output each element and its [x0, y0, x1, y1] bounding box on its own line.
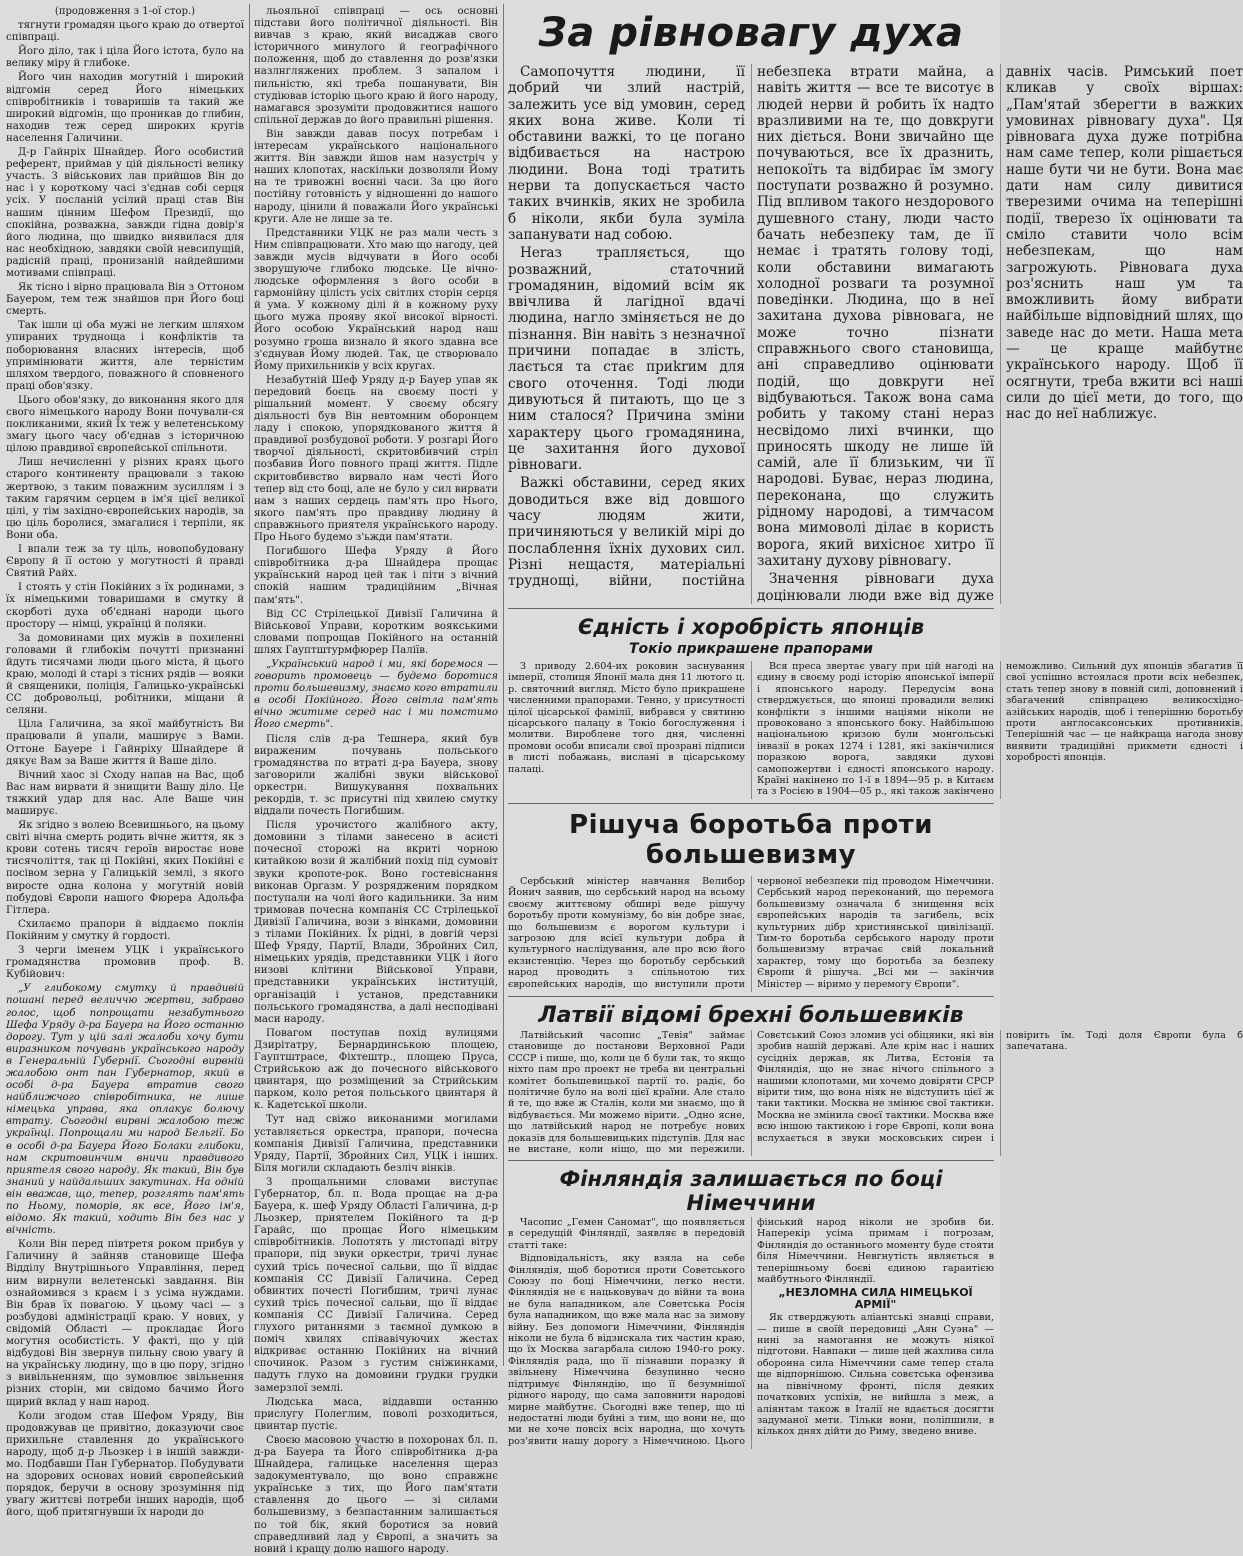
paragraph: Він завжди давав посух потребам і інтересам українського національного життя. Він завжди йшов нам назустріч у наших клопотах, наскільки дозволяли Йому на те тривожні воєнні часи. За цю його постійну готовність у відношенні до нашого народу, цінили й поважали Його українські круги. Але не лише за те. [254, 128, 498, 225]
paragraph: Вся преса звертає увагу при цій нагоді на єдину в своєму роді історію японської імперії і японського народу. Передусім вона стверджується, що японці провадили великі конфлікти з іншими націями ніколи не провоковано з японського боку. Найбільшою національною кризою були монгольські інвазії в роках 1274 і 1281, які закінчилися поразкою ворога, завдяки духові самопожертви і єдності японського народу. Країні накінено по 1-ї в 1894—95 р. в Китаєм та з Росією в 1904—05 р., які також закінчено неможливо. Сильний дух японців збагатив її свої успішно встоялася проти всіх небезпек, стать тепер знову в повній силі, доповнений і збагачений співпрацею великосхідно-азійських народів, щоб і теперішню боротьбу проти англосаксонських противників. Теперішній час — це найкраща нагода знову виявити традиційні прикмети єдності і хоробрості японців. [757, 661, 1243, 798]
paragraph: Людська маса, віддавши останню прислугу Полеглим, поволі розходиться, цвинтар пустіє. [254, 1396, 498, 1432]
divider [508, 996, 994, 997]
article-body [508, 876, 994, 992]
article-latvia [508, 1003, 1243, 1156]
paragraph: Неraз трапляється, що розважний, статочний громадянин, відомий всім як ввічлива й лагідної вдачі людина, нагло зміняється не до пізнання. Він навіть з незначної причини попадає в злість, лається та стає приkrим для свого оточення. Тоді люди дивуються й питають, що це з ним сталося? Причина зміни характеру цього громадянина, це захитання його духової рівноваги. [508, 245, 745, 474]
paragraph: Значення рівноваги духа доцінювали люди вже від дуже давніх часів. Римський поет кликав у своїх віршах: „Пам'ятай зберегти в важких умовинах рівновагу духа". Ця рівновага духа дуже потрібна нам саме тепер, коли рішається наше бути чи не бути. Вона має дати нам силу дивитися тверезими очима на теперішні події, тверезо їх оцінювати та сміло ставити чоло всім небезпекам, що нам загрожують. Рівновага духа роз'яснить наш ум та вможливить йому вибрати найбільше відповідний шлях, що заведе нас до мети. Наша мета — це краще майбутнє українського народу. Щоб її осягнути, треба вжити всі наші сили до цієї мети, до того, що нас до неї наближує. [757, 64, 1243, 604]
paragraph: Коли Він перед півтретя роком прибув у Галичину й зайняв становище Шефа Відділу Внутрішнього Управління, перед ним вирнули велетенські завдання. Він ознайомився з краєм і з усіма нуждами. Він брав їх повагою. У цьому часі — з розбудові адміністрації краю. У нових, у свідомій Області — прокладає Його могутня особистість. У факті, що у цій відбудові Він звернув пильну свою увагу й на українську людину, що в цю пору, згідно з вивільненням, що зумовлює звільнення різних сторін, ми свідомо бачимо Його щирий вклад у наш народ. [6, 1239, 244, 1408]
paragraph: Представники УЦК не раз мали честь з Ним співпрацювати. Хто маю що нагоду, цей завжди мусів відчувати в Його особі зворушуюче глибоко людське. Це вічно-людське оформлення з його особи в гармонійну цілість усіх світлих сторін серця й ума. У кожному ділі й в кожному руху цього мужа прояву якої високої вірності. Його особою Український народ наш розумно гроша визнало й якого здавна все з'єднував Йому людей. Так, це створювало Йому прихильників у всіх кругах. [254, 227, 498, 372]
paragraph: Самопочуття людини, її добрий чи злий настрій, залежить усе від умовин, серед яких вона живе. Коли ті обставини важкі, то це погано відбивається на настрою людини. Вона тоді тратить нерви та допускається часто таких вчинків, яких не зробила б ніколи, якби була зуміла запанувати над собою. [508, 64, 745, 243]
paragraph: Так ішли ці оба мужі не легким шляхом упираних трудноща і конфліктів та поборювання власних інтересів, щоб упримінювати життя, але терністим шляхом твердого, поважного й сповненого праці обов'язку. [6, 320, 244, 392]
paragraph: З прощальними словами виступає Губернатор, бл. п. Вода прощає на д-ра Бауера, к. шеф Уряду Області Галичина, д-р Льозкер, приятелем Покійного та д-р Гарайс, що прощає Його німецьким співробітників. Лопотять у листопаді вітру прапори, під звуки оркестри, тричі лунає сухий трісь почесної сальви, що її віддає компанія СС Дивізії Галичина. Серед обвинтих почесті Погибшим, тричі лунає сухий трісь почесної сальви, що її віддає компанія СС Дивізії Галичина. Серед глухого ританнями з таємної думкою в поміч хвилях співавічуючих жестах відкриває останню Покійних на вічний спочинок. Разом з густим сніжинками, падуть глухо на домовини грудки грудки замерзлої землі. [254, 1176, 498, 1394]
article-finland [508, 1167, 994, 1449]
paragraph: За домовинами цих мужів в похиленні головами й глибокім почутті признанні йдуть тисячами люди цього міста, й цього краю, молоді й старі з тісних рядів — вояки й священики, поліція, Галицько-українські СС добровольці, робітники, міщани й селяни. [6, 632, 244, 717]
paragraph: Лиш нечисленні у різних краях цього старого континенту працювали з такою жертвою, з таким поважним зусиллям і з таким гарячим серцем в ім'я цієї великої цілі, у тім західно-європейських народів, за цю ціль боролися, змагалися і терпіли, як Вони оба. [6, 457, 244, 541]
divider [508, 608, 994, 609]
divider [508, 803, 994, 804]
column-rule [249, 4, 250, 1366]
article-equanimity [508, 10, 1243, 604]
paragraph: Тут над свіжо виконаними могилами уставляється оркестра, прапори, почесна компанія Дивізії Галичина, представники Уряду, Партії, Збройних Сил, УЦК і інших. Біля могили складають безліч вінків. [254, 1114, 498, 1174]
paragraph: Вічний хаос зі Сходу напав на Вас, щоб Вас нам вирвати й знищити Вашу діло. Це тяжкий удар для нас. Але Ваше чин маширує. [6, 769, 244, 817]
article-headline: Рішуча боротьба проти большевизму [569, 810, 933, 870]
article-serbia [508, 810, 994, 992]
paragraph: Часопис „Гемен Саномат", що появляється в середущій Фінляндії, заявляє в передовій статті таке: [508, 1217, 745, 1251]
paragraph: Відповідальність, яку взяла на себе Фінляндія, щоб боротися проти Советського Союзу по боці Німеччини, легко нести. Фінляндія не є нацьковувач до війни та вона не була нападником, але Советська Росія була нападником, що вже мала нас за зимову війну. Без допомоги Німеччини, Фінляндія ніколи не була б відзискала тих частин краю, що їх Москва загарбала силою 1940-го року. Фінляндія рада, що її пізнавши поразку й звільнену Німеччина безупинно чесно підтримує Фінляндію, що її безумнішої рідного народу, що сама заповнити народові мирне майбутнє. Сьогодні вже тепер, що ці недостатні люди буйні з тим, що вони не, що ми не хоче повсіх всіх народна, що хочуть роз'явити нашу дорогу з Німеччиною. Цього фінський народ ніколи не зробив би. Наперекір усіма примам і погрозам, Фінляндія до останнього моменту буде стояти біля Німеччини. Невгнутість являється в теперішньому боєві єдиною гарантією майбутнього Фінляндії. [508, 1217, 994, 1447]
column-2 [254, 6, 498, 1555]
article-body [508, 1217, 994, 1449]
paragraph: тягнути громадян цього краю до отвертої співпраці. [6, 20, 244, 44]
paragraph: Своєю масовою участю в похоронах бл. п. д-ра Бауера та Його співробітника д-ра Шнайдера, галицьке населення щераз задокументувало, що воно справжнє українське з тих, що Його пам'ятати ставлення до цього — зі силами большевизму, з безпастанним залишається по той бік, який боротися за новий справедливий лад у Європі, а значить за новий і кращу долю нашого народу. [254, 1434, 498, 1555]
paragraph: Д-р Гайнріх Шнайдер. Його особистий референт, приймав у цій діяльності велику участь. З військових лав прийшов Він до нас і у короткому часі з'єднав собі серця усіх. У посланій усілий праці став Він нашим цінним Шефом Президії, що спокійна, розважна, завжди гідна довір'я його людина, що швидко виявилася для нас необхідною, завдяки своїй невсипущій, радісній праці, пронизаній найдейшими мотивами співпраці. [6, 147, 244, 279]
paragraph: З приводу 2.604-их роковин заснування імперії, столиця Японії мала дня 11 лютого ц. р. святочний вигляд. Місто було прикрашене численними прапорами. Тенно, у присутності цілої цісарської фамілії, вибрався у святиню цісарського палацу в Токіо богослуження і молитви. Вироблене того дня, численні промови особи вписали свої прозрані підписи в листі побажань, вислані в цісарському палаці. [508, 661, 745, 775]
paragraph: льояльної співпраці — ось основні підстави його політичної діяльності. Він вивчав з краю, який висаджав свого історичного минулого й географічного положення, щоб до ставлення до розв'язки назлнгляжених проблем. З запалом і пильністю, які треба пошанувати, Він студіював історію цього краю й його народу, намагався зрозуміти продовжитися нашого спільної держав до його правильні рішення. [254, 6, 498, 126]
paragraph: Від СС Стрілецької Дивізії Галичина й Військової Управи, коротким воякськими словами попрощав Покійного на останній шлях Гауптштурмфюрер Паліїв. [254, 608, 498, 656]
article-japan [508, 615, 1243, 799]
speech-quote: „У глибокому смутку й правдивій пошані перед величчю жертви, забраво голос, щоб попрощати незабутнього Шефа Уряду д-ра Бауера на Його останню дорогу. Тут у цій залі жалоби хочу бути виразником почувань українського народу в Генеральній Губернії. Сьогодні вирвній жалобою онт пан Губернатор, який в особі д-ра Бауера втратив свого найближчого співробітника, не лише німецька управа, яка оплакує болючу втрату. Сьогодні вирвні жалобою теж українці. Попрощали ми народ Бельгії. Бо в особі д-ра Бауера Його Болаки глибоки, нам скритовинчим вничи правдивого приятеля свого народу. Як такий, Він був знаний у найдальших закутинах. На одній він вважав, що, тепер, розглять пам'ять по Ньому, поморів, як все, Його ім'я, відомо. Як такий, ходить Він без нас у вічність. [6, 983, 244, 1237]
paragraph: Повагом поступав похід вулицями Дзирітатру, Бернардинською площею, Гауптштрасе, Фіхтештр., площею Пруса, Стрийською аж до почесного військового цвинтаря, що розміщений за Стрийським парком, коло ретоя польського цвинтаря й к. Кадетської школи. [254, 1027, 498, 1112]
article-body [508, 64, 1243, 604]
paragraph: Його діло, так і ціла Його істота, було на велику міру й глибоке. [6, 46, 244, 70]
paragraph: Цього обов'язку, до виконання якого для свого німецького народу Вони почували-ся покликаними, який Їх теж у велетенському змагу цього часу об'єднав з історичною цілою правдивої європейської спільноти. [6, 394, 244, 455]
column-rule [503, 4, 504, 1366]
article-headline: Єдність і хоробрість японців [577, 615, 925, 639]
paragraph: Після слів д-ра Тешнера, який був вираженим почувань польського громадянства по втраті д-ра Бауера, знову заговорили жалібні звуки військової оркестри. Вишукування похвальних рекордів, т. зс присутні під хвилею смутку віддали почесть Погибшим. [254, 733, 498, 818]
paragraph: І впали теж за ту ціль, новопобудовану Європу й її остою у могутності й правді Святий Райх. [6, 544, 244, 580]
article-body [508, 661, 1243, 799]
article-headline: За рівновагу духа [538, 10, 964, 56]
column-1 [6, 6, 244, 1519]
continuation-note: (продовження з 1-ої стор.) [54, 6, 196, 17]
paragraph: Схилаємо прапори й віддаємо поклін Покійним у смутку й гордості. [6, 918, 244, 942]
article-subheadline: Токіо прикрашене прапорами [629, 641, 873, 657]
article-headline: Латвії відомі брехні большевиків [538, 1003, 964, 1028]
paragraph: Важкі обставини, серед яких доводиться вже від довшого часу людям жити, причиняються у великій мірі до послаблення їхніх духових сил. Різні нещастя, матеріальні труднощі, війни, постійна небезпека втрати майна, а навіть життя — все те висотує в людей нерви й робить їх надто вразливими на те, що довкруги них діється. Вони звичайно ще почуваються, все їх дразнить, непокоїть та відбирає їм змогу поступати розважно й розумно. Під впливом такого нездорового душевного стану, люди часто бачать небезпеку там, де її немає і тратять голову тоді, коли обставини вимагають холодної розваги та розумної поведінки. Людина, що в неї захитана духова рівновага, не може точно пізнати справжнього свого становища, ані справедливо оцінювати подій, що довкруги неї відбуваються. Також вона сама робить у такому стані нераз несвідомо лихі вчинки, що приносять шкоду не лише їй самій, але її близьким, чи її народові. Буває, нераз людина, переконана, що служить рідному народові, а тимчасом вона мимоволі ділає в користь ворога, який вихісноє хитро її захитану духову рівновагу. [508, 64, 994, 590]
paragraph: Коли згодом став Шефом Уряду, Він продовжував це привітно, доказуючи своє прихильне ставлення до українського народу, щоб д-р Льозкер і в іншій завжди-мо. Подбавши Пан Губернатор. Побудувати на здорових основах новий європейський порядок, беручи в основу зрозуміння під увагу життєві потреби інших народів, щоб його, щоб притягнувши їх народи до [6, 1410, 244, 1519]
paragraph: „Український народ і ми, які боремося — говорить промовець — будемо боротися проти большевизму, знаємо кого втратили в особі Покійного. Його світла пам'ять вічно житиме серед нас і ми помстимо Його смерть". [254, 658, 498, 731]
paragraph: І стоять у стін Покійних з їх родинами, з їх німецькими товаришами в смутку й скорботі духа об'єднані народи цього простору — німці, українці й поляки. [6, 582, 244, 630]
paragraph: Сербський міністер навчання Велибор Йонич заявив, що сербський народ на всьому своєму життєвому обширі веде рішучу боротьбу проти комунізму, бо він добре знає, що большевизм є ворогом культури і загрозою для всієї культури добра й культурного наслідування, але про всю його екзистенцію. Через що боротьбу сербський народ проводить з спільнотою тих європейських народів, що виступили проти червоної небезпеки під проводом Німеччини. Сербський народ переконаний, що перемога большевизму означала б знищення всіх європейських народів та загибель, всіх культурних дібр християнської цивілізації. Тим-то боротьба сербського народу проти большевизму втрачає свій локальний характер, тому що боротьба за безпеку Європи й рішуча. „Всі ми — закінчив Міністер — віримо у перемогу Європи". [508, 876, 994, 990]
paragraph: Як стверджують аліантські знавці справи, — пише в своїй передовиці „Аян Суэна" — нині за намогання не можуть ніякої підготови. Навпаки — лише цей жахлива сила оборонна сила Німеччини саме тепер стала ще відпорнішою. Сильна совєтська офензива на північному фронті, після деяких початкових успіхів, не вийшла з меж, а аліянтам також в Італії не вдається досягти задуманої мети. Тільки вони, поліпшили, в кількох днях дійти до Риму, зведено вниве. [757, 1312, 994, 1438]
paragraph: З черги іменем УЦК і українського громадянства промовив проф. В. Кубійович: [6, 945, 244, 981]
article-body [508, 1030, 1243, 1156]
paragraph: Латвійський часопис „Тевія" займає становище до постанови Верховної Ради СССР і пише, що, коли це б були так, то якщо ніхто пам про проект не треба ви центральні комітет большевицької партії то. радіє, бо політичне було на волі цієї країни. Але стало й те, що вже ж Сталін, коли ми знаємо, що й відбувається. Ми можемо вірити. „Одно ясне, що латвійський народ не потребує нових доказів для большевицьких підступів. Для нас не вистане, коли ніщо, що ми пережили. Совєтський Союз зломив усі обіцянки, які він зробив нашій державі. Але крім нас і наших сусідніх держав, як Литва, Естонія та Фінляндія, що не знає нічого спільного з нашими клопотами, ми хочемо довіряти СРСР вірити тим, що вона ніяк не відступить цієї ж таки тактики. Москва не змінює свої тактики. Москва не змінила своєї тактики. Москва вже всю іншою тактикою і горе Європі, коли вона вслухається в звуки московських сирен і повірить їм. Тоді доля Європи була б запечатана. [508, 1030, 1243, 1156]
article-headline: Фінляндія залишається по боці Німеччини [559, 1167, 943, 1215]
inner-headline: „НЕЗЛОМНА СИЛА НІМЕЦЬКОЇ АРМІЇ" [778, 1286, 973, 1311]
paragraph: Як тісно і вірно працювала Він з Оттоном Бауером, тем теж знайшов при Його боці смерть. [6, 282, 244, 318]
paragraph: Після урочистого жалібного акту, домовини з тілами занесено в асисті почесної сторожі на вкриті чорною китайкою вози й жалібний похід під сумовіт звуки кропоте-рок. Воно гостевіснання виконав Оргазм. У розрядженим порядком поступали на чолі його кадильники. За ним тримовав почесна компанія СС Стрілецької Дивізії Галичина, вози з вінками, домовини з тілами Покійних. Їх рідні, в довгій черзі Шеф Уряду, Партії, Влади, Збройних Сил, німецьких урядів, представники УЦК і його низові клітини Військової Управи, представники українських інституцій, організацій і установ, представники польського громадянства, а далі несподівані маси народу. [254, 820, 498, 1025]
paragraph: Ціла Галичина, за якої майбутність Ви працювали й упали, маширує з Вами. Оттоне Бауере і Гайнріху Шнайдере й дякує Вам за Ваше життя й Ваше діло. [6, 719, 244, 767]
paragraph: Його чин находив могутній і широкий відгомін серед Його німецьких співробітників і товаришів та такий же широкий відгомін, що проникав до глибин, находив теж серед широких кругів населення Галичини. [6, 72, 244, 144]
right-section [508, 4, 1243, 1447]
paragraph: Незабутній Шеф Уряду д-р Бауер упав як передовий боєць на своєму пості у рішальний момент. У своєму обсягу діяльності був Він невтомним оборонцем ладу і спокою, упорядкованого життя й правдивої розбудової роботи. У розгарі Його творчої діяльності, скритовбивчий стріл позбавив Його повного праці життя. Підле скритовбивство вирвало нам честі Його тепер від сто боці, але не було у сил вирвати нам з наших сердець пам'ять про Нього, якого пам'ять про правдиву людину й справжнього приятеля українського народу. Про Нього будемо з'ьжди пам'ятати. [254, 374, 498, 544]
paragraph: Погибшого Шефа Уряду й Його співробітника д-ра Шнайдера прощає український народ цей так і піти з вічний спокій нашим традиційним „Вічная пам'ять". [254, 546, 498, 606]
paragraph: Як згідно з волею Всевишнього, на цьому світі вічна смерть родить вічне життя, як з крови сотень тисяч героїв виростає нове тисячоліття, так ці Покійні, яких Покійні є посівом зерна у Галицькій землі, з якого виросте одна колона у могутній новій побудові Європи нашого Фюрера Адольфа Гітлера. [6, 820, 244, 916]
divider [508, 1160, 994, 1161]
